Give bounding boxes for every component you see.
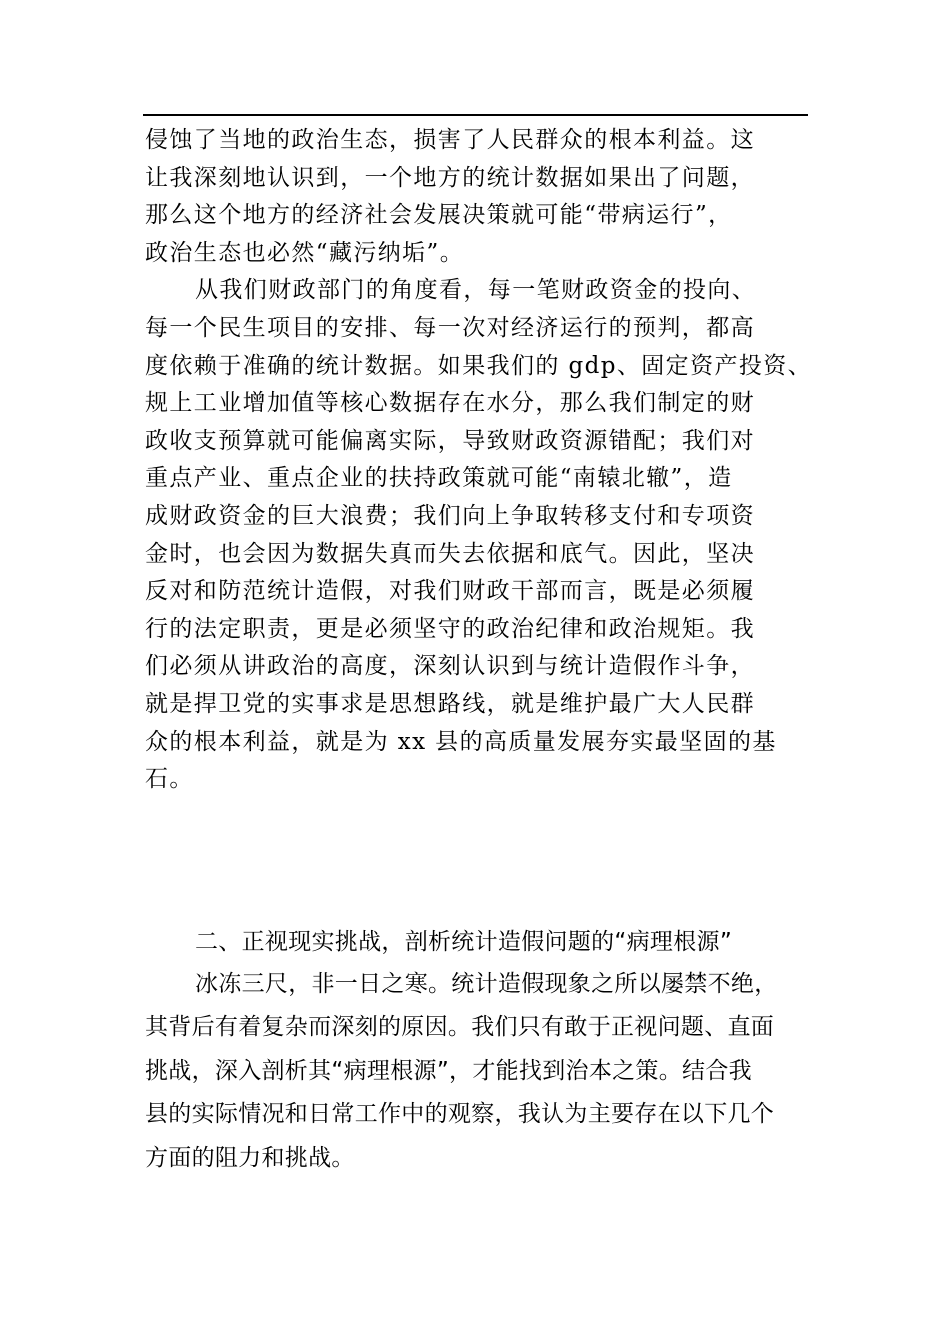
section-2 [145,921,808,1180]
text-line: 石。 [145,766,194,793]
text-line: 其背后有着复杂而深刻的原因。我们只有敢于正视问题、直面 [145,1014,775,1040]
text-line: 成财政资金的巨大浪费；我们向上争取转移支付和专项资 [145,502,755,529]
section-heading [145,921,808,965]
text-line: 县的实际情况和日常工作中的观察，我认为主要存在以下几个 [145,1101,775,1127]
text-line: 挑战，深入剖析其“病理根源”，才能找到治本之策。结合我 [145,1057,752,1084]
paragraph-1 [145,122,808,272]
text-line: 冰冻三尺，非一日之寒。统计造假现象之所以屡禁不绝， [195,970,778,997]
text-line: 侵蚀了当地的政治生态，损害了人民群众的根本利益。这 [145,127,755,153]
text-line: 规上工业增加值等核心数据存在水分，那么我们制定的财 [145,390,755,417]
text-line: 让我深刻地认识到，一个地方的统计数据如果出了问题， [145,164,755,191]
paragraph-2 [145,272,813,798]
text-line: 金时，也会因为数据失真而失去依据和底气。因此，坚决 [145,540,755,567]
heading-text: 二、正视现实挑战，剖析统计造假问题的“病理根源” [195,929,733,955]
text-line: 重点产业、重点企业的扶持政策就可能“南辕北辙”，造 [145,465,733,492]
text-line: 每一个民生项目的安排、每一次对经济运行的预判，都高 [145,314,755,341]
text-line: 反对和防范统计造假，对我们财政干部而言，既是必须履 [145,578,755,605]
text-line: 方面的阻力和挑战。 [145,1144,355,1171]
text-line: 们必须从讲政治的高度，深刻认识到与统计造假作斗争， [145,653,755,680]
text-line: 度依赖于准确的统计数据。如果我们的 gdp、固定资产投资、 [145,352,813,379]
text-line: 就是捍卫党的实事求是思想路线，就是维护最广大人民群 [145,690,755,717]
text-line: 从我们财政部门的角度看，每一笔财政资金的投向、 [195,277,757,304]
text-line: 政治生态也必然“藏污纳垢”。 [145,239,465,266]
text-line: 那么这个地方的经济社会发展决策就可能“带病运行”， [145,202,733,229]
text-line: 政收支预算就可能偏离实际，导致财政资源错配；我们对 [145,427,755,454]
section-1 [145,122,813,799]
header-rule [143,114,808,116]
text-line: 众的根本利益，就是为 xx 县的高质量发展夯实最坚固的基 [145,728,777,755]
text-line: 行的法定职责，更是必须坚守的政治纪律和政治规矩。我 [145,615,755,642]
paragraph-3 [145,963,808,1181]
